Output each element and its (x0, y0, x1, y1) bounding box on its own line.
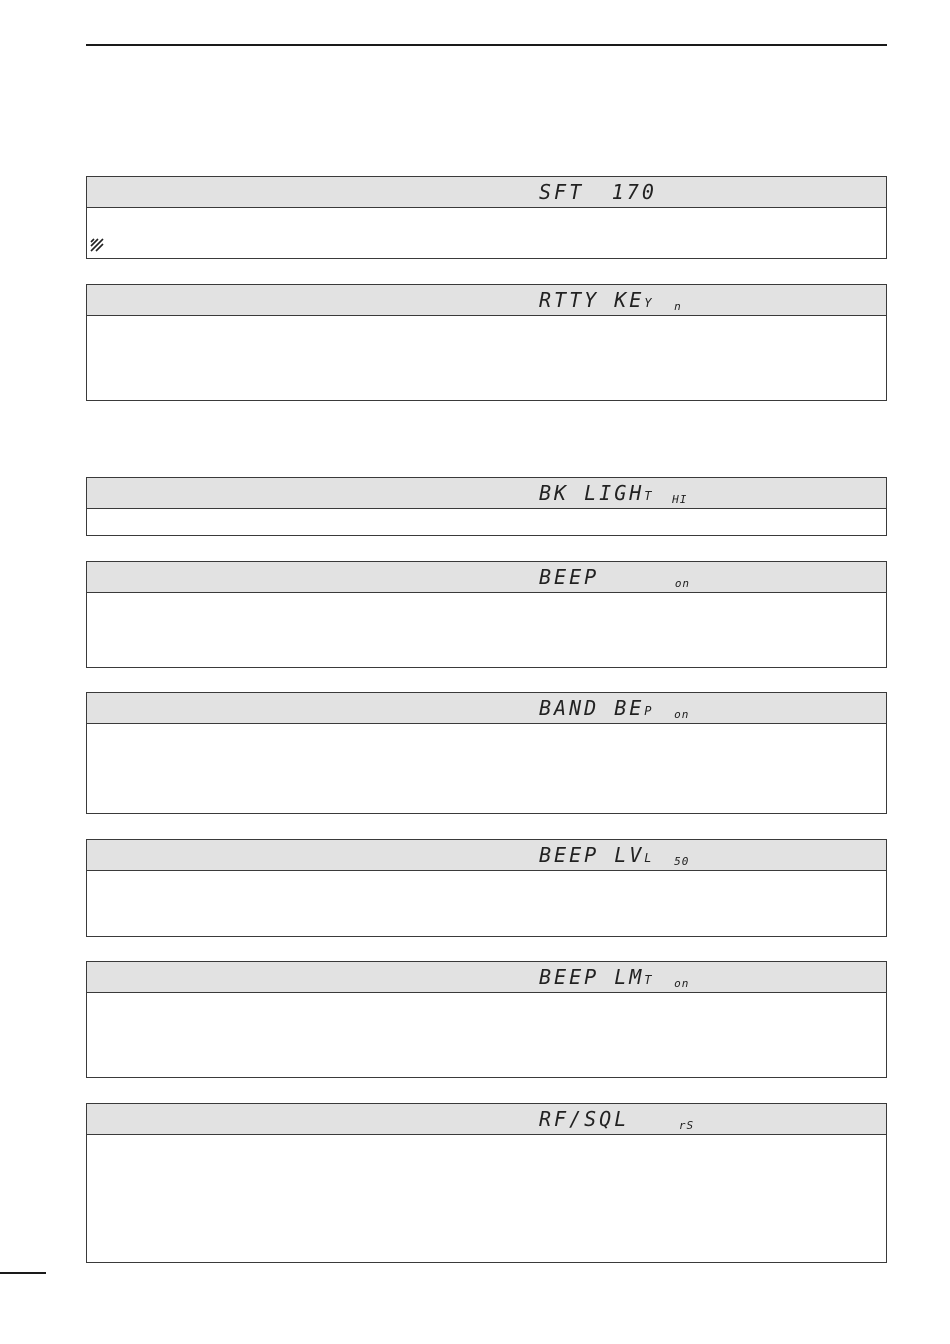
lcd-readout: BAND BEP on (539, 696, 690, 721)
setting-box-band-beep (86, 692, 887, 814)
page-corner-mark (0, 1272, 46, 1274)
lcd-label: BEEP LM (539, 965, 645, 989)
setting-box-rf-sql (86, 1103, 887, 1263)
setting-header (87, 562, 886, 593)
top-rule (86, 44, 887, 46)
lcd-value: rS (678, 1119, 695, 1132)
setting-header (87, 693, 886, 724)
lcd-value: n (674, 300, 682, 313)
setting-header (87, 285, 886, 316)
setting-header (87, 478, 886, 509)
setting-box-beep-lmt (86, 961, 887, 1078)
setting-body (87, 316, 886, 400)
setting-box-sft (86, 176, 887, 259)
setting-box-rtty-key (86, 284, 887, 401)
lcd-readout (539, 565, 690, 591)
note-hatch-icon (90, 238, 104, 252)
setting-box-bk-light (86, 477, 887, 536)
lcd-label: RF/SQL (539, 1107, 630, 1131)
setting-body (87, 593, 886, 667)
setting-header (87, 962, 886, 993)
lcd-label: BEEP LV (539, 843, 645, 867)
lcd-readout (539, 1107, 694, 1133)
lcd-readout (539, 180, 657, 206)
lcd-value: HI (672, 493, 688, 506)
setting-body (87, 1135, 886, 1262)
setting-body (87, 724, 886, 813)
lcd-label: BEEP (539, 565, 600, 589)
setting-body (87, 208, 886, 258)
lcd-label: BAND BE (539, 696, 645, 720)
lcd-value: on (674, 708, 690, 721)
lcd-value: on (674, 577, 691, 590)
setting-body (87, 871, 886, 936)
setting-box-beep (86, 561, 887, 668)
lcd-label: RTTY KE (539, 288, 645, 312)
lcd-readout: RTTY KEY n (539, 288, 682, 313)
lcd-label: BK LIGH (539, 481, 645, 505)
lcd-value: on (674, 977, 690, 990)
setting-body (87, 993, 886, 1077)
setting-header (87, 840, 886, 871)
lcd-readout: BEEP LVL 50 (539, 843, 690, 868)
setting-body (87, 509, 886, 535)
lcd-value: 170 (611, 180, 657, 204)
setting-header (87, 177, 886, 208)
setting-header (87, 1104, 886, 1135)
setting-box-beep-lvl (86, 839, 887, 937)
lcd-readout: BK LIGHT HI (539, 481, 688, 506)
lcd-readout: BEEP LMT on (539, 965, 690, 990)
lcd-value: 50 (674, 855, 690, 868)
lcd-label: SFT (539, 180, 585, 204)
